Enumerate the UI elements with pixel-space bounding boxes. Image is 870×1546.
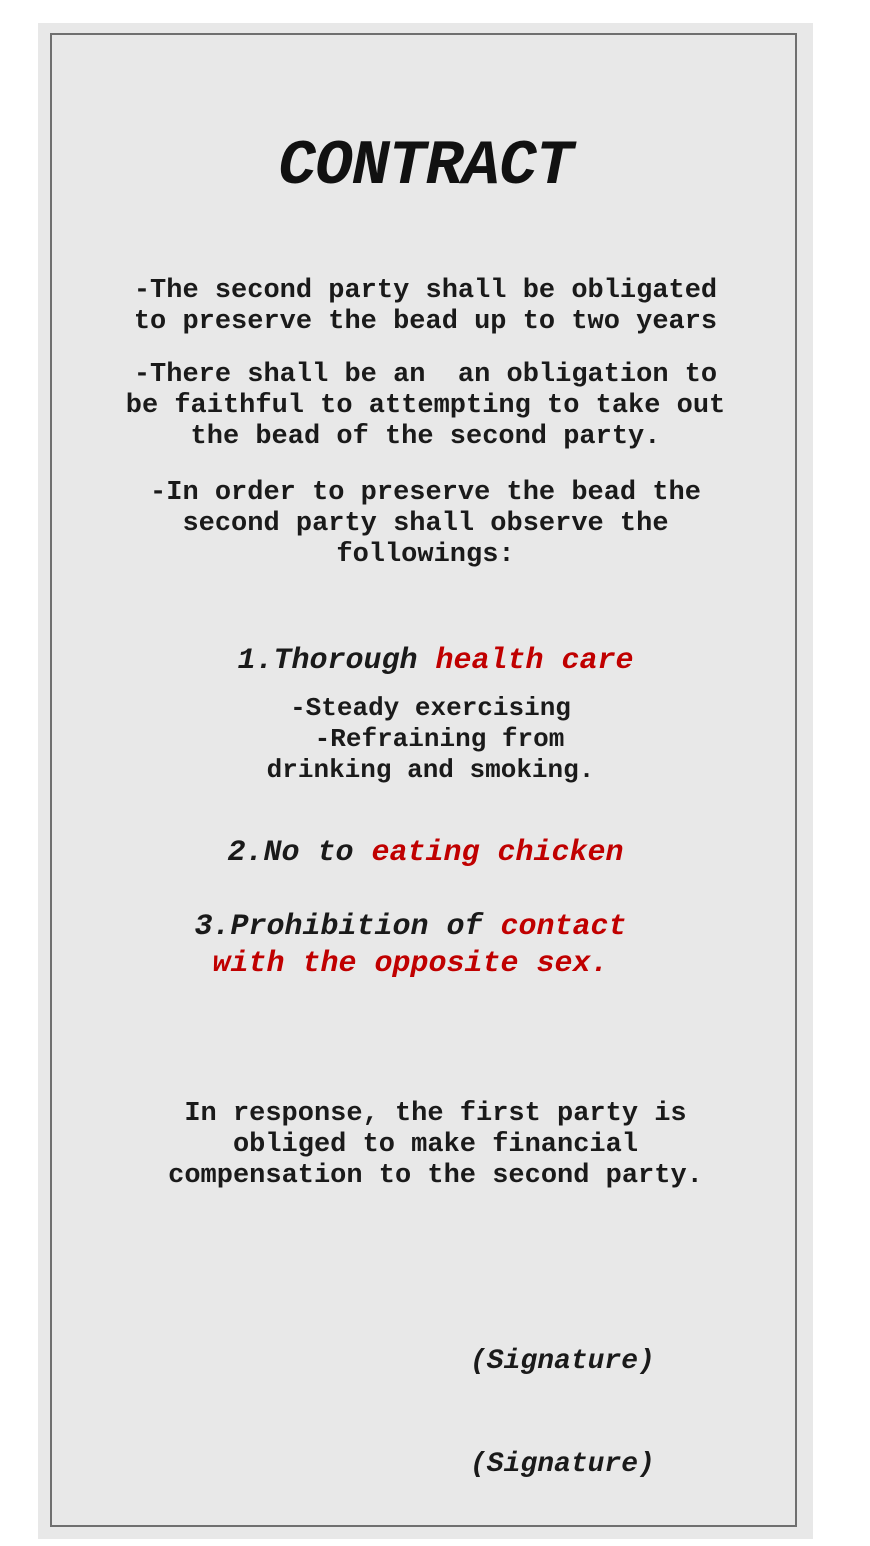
- sub-item-exercising: -Steady exercising: [290, 693, 571, 723]
- clause-observe: [38, 478, 813, 571]
- response-line: obliged to make financial: [232, 1130, 639, 1160]
- clause-line: -The second party shall be obligated: [133, 276, 718, 306]
- clause-line: to preserve the bead up to two years: [133, 307, 718, 337]
- sub-item-drinking-smoking: drinking and smoking.: [266, 755, 595, 785]
- item-no-chicken: [38, 835, 813, 872]
- clause-line: -There shall be an an obligation to: [133, 360, 718, 390]
- item-highlight: eating chicken: [371, 836, 624, 870]
- clause-line: the bead of the second party.: [190, 422, 661, 452]
- item-prohibition-line2: with the opposite sex.: [212, 947, 609, 981]
- sub-item-refraining: -Refraining from: [314, 724, 565, 754]
- clause-preserve-bead: [38, 276, 813, 338]
- clause-line: followings:: [336, 540, 515, 570]
- clause-line: -In order to preserve the bead the: [150, 478, 701, 508]
- contract-title: CONTRACT: [278, 131, 573, 202]
- signature-first: (Signature): [470, 1346, 655, 1377]
- response-paragraph: [58, 1099, 813, 1192]
- item-prefix: 3.Prohibition of: [194, 910, 501, 944]
- response-line: compensation to the second party.: [168, 1161, 703, 1191]
- item-highlight: health care: [435, 644, 634, 678]
- item-prefix: 2.No to: [227, 836, 372, 870]
- response-line: In response, the first party is: [184, 1099, 687, 1129]
- clause-line: second party shall observe the: [182, 509, 669, 539]
- contract-sheet: [38, 23, 813, 1539]
- item-highlight: contact: [500, 910, 627, 944]
- item-prefix: 1.Thorough: [237, 644, 436, 678]
- clause-faithful: [38, 360, 813, 453]
- clause-line: be faithful to attempting to take out: [125, 391, 726, 421]
- signature-second: (Signature): [470, 1449, 655, 1480]
- item-health-care: [58, 643, 813, 680]
- item-prohibition-line1: [8, 909, 813, 946]
